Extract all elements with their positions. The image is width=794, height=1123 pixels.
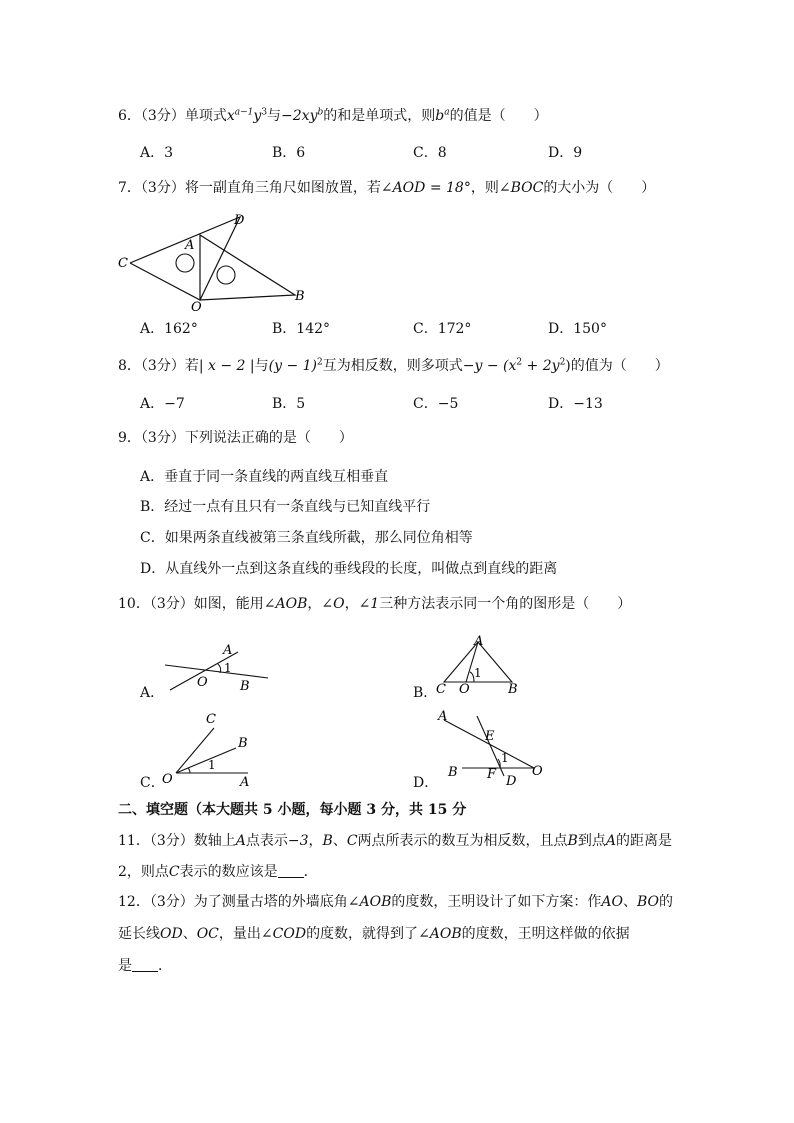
q8-option-d[interactable]: D．−13 — [548, 396, 603, 412]
question-12: 12．（3分）为了测量古塔的外墙底角∠AOB的度数，王明设计了如下方案：作AO、BO的 — [118, 894, 673, 910]
q10a-label-a: A — [223, 643, 233, 658]
q10c-line-ob — [176, 748, 236, 773]
q7-label-b: B — [295, 289, 305, 304]
q7-hole-left — [176, 254, 194, 272]
q10a-label-1: 1 — [224, 661, 232, 675]
q7-label-a: A — [185, 238, 195, 253]
q9-option-d[interactable]: D．从直线外一点到这条直线的垂线段的长度，叫做点到直线的距离 — [140, 561, 558, 577]
q10d-label-d: D — [506, 774, 517, 789]
q10-option-a[interactable]: A． — [140, 685, 165, 701]
q10c-label-c: C — [206, 712, 216, 727]
question-6: 6．（3分）单项式$x^{a-1}y^3$与$-2xy^b$的和是单项式，则$b^a$的值是（ ） — [118, 107, 548, 124]
q7-figure-triangles — [110, 205, 320, 315]
q10a-label-b: B — [240, 679, 250, 694]
question-9: 9．（3分）下列说法正确的是（ ） — [118, 430, 353, 446]
q7-option-b[interactable]: B．142° — [272, 321, 331, 337]
q7-triangle-cod — [130, 217, 240, 300]
q7-label-c: C — [118, 256, 128, 271]
q6-option-a[interactable]: A．3 — [140, 145, 174, 161]
q10b-label-a: A — [474, 634, 484, 649]
section-2-title: 二、填空题（本大题共 5 小题，每小题 3 分，共 15 分 — [118, 802, 467, 818]
q7-label-d: D — [234, 213, 245, 228]
q9-option-c[interactable]: C．如果两条直线被第三条直线所截，那么同位角相等 — [140, 530, 473, 546]
q10b-label-c: C — [436, 682, 446, 697]
q6-option-b[interactable]: B．6 — [272, 145, 306, 161]
q7-hole-right — [217, 266, 235, 284]
q10-figure-a — [160, 640, 270, 700]
question-11-line-2: 2，则点C表示的数应该是 ． — [118, 864, 318, 880]
q7-option-d[interactable]: D．150° — [548, 321, 607, 337]
q6-option-c[interactable]: C．8 — [413, 145, 447, 161]
q10-option-b[interactable]: B． — [413, 685, 438, 701]
q10b-label-b: B — [508, 682, 518, 697]
question-11: 11．（3分）数轴上A点表示−3，B、C两点所表示的数互为相反数，且点B到点A的距离是 — [118, 833, 672, 849]
question-10: 10．（3分）如图，能用∠AOB，∠O，∠1三种方法表示同一个角的图形是（ ） — [118, 596, 632, 612]
q10b-label-1: 1 — [474, 666, 482, 680]
q7-triangle-aob — [200, 235, 295, 300]
q10a-label-o: O — [197, 675, 208, 690]
q7-label-o: O — [191, 300, 202, 315]
q11-answer-blank[interactable] — [278, 863, 304, 878]
q8-option-b[interactable]: B．5 — [272, 396, 306, 412]
q7-option-a[interactable]: A．162° — [140, 321, 198, 337]
q10a-line-ob — [165, 665, 268, 678]
q7-option-c[interactable]: C．172° — [413, 321, 472, 337]
q10c-label-b: B — [238, 736, 248, 751]
q10b-label-o: O — [459, 682, 470, 697]
q10-option-d[interactable]: D． — [413, 775, 439, 791]
q12-answer-blank[interactable] — [132, 957, 158, 972]
q10d-label-e: E — [485, 729, 495, 744]
q10-figure-b — [432, 632, 532, 697]
q10d-label-1: 1 — [501, 751, 509, 765]
q10d-label-f: F — [487, 767, 497, 782]
q8-option-a[interactable]: A．−7 — [140, 396, 185, 412]
q10c-angle-arc — [188, 768, 190, 773]
q6-option-d[interactable]: D．9 — [548, 145, 583, 161]
q10d-label-a: A — [438, 709, 448, 724]
q10d-label-o: O — [532, 764, 543, 779]
q10c-label-a: A — [240, 775, 250, 790]
question-8: 8．（3分）若| x − 2 |与$(y - 1)^2$互为相反数，则多项式$-y - (x^2 + 2y^2)$的值为（ ） — [118, 357, 669, 374]
q9-option-a[interactable]: A．垂直于同一条直线的两直线互相垂直 — [140, 469, 389, 485]
q10-figure-d — [432, 706, 552, 791]
q9-option-b[interactable]: B．经过一点有且只有一条直线与已知直线平行 — [140, 499, 431, 515]
question-12-line-3: 是 ． — [118, 958, 172, 974]
question-7: 7．（3分）将一副直角三角尺如图放置，若∠AOD = 18°，则∠BOC的大小为（ ） — [118, 180, 656, 196]
question-12-line-2: 延长线OD、OC，量出∠COD的度数，就得到了∠AOB的度数，王明这样做的依据 — [118, 926, 630, 942]
q8-option-c[interactable]: C．−5 — [413, 396, 459, 412]
q10d-label-b: B — [448, 765, 458, 780]
q10c-label-1: 1 — [208, 758, 216, 772]
q10c-label-o: O — [162, 772, 173, 787]
q10-figure-c — [158, 710, 268, 790]
q10-option-c[interactable]: C． — [140, 775, 165, 791]
